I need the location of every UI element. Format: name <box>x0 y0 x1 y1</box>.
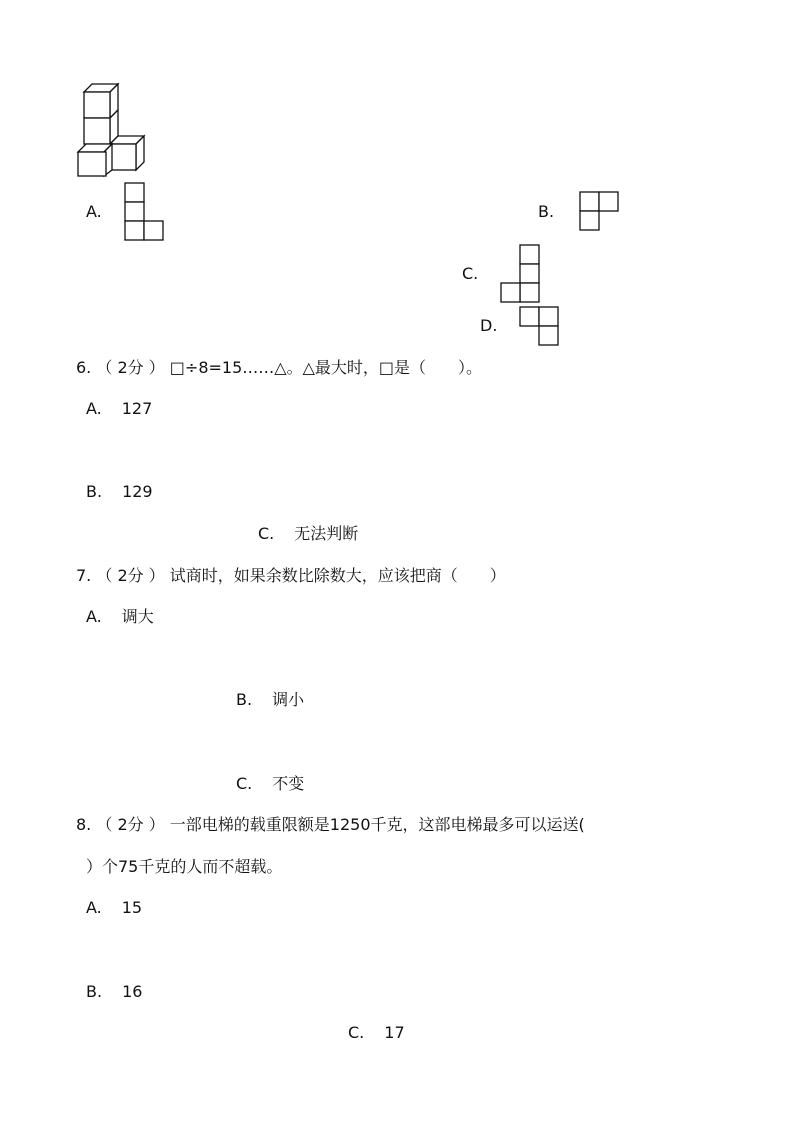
q5-option-c-shape[interactable] <box>500 244 542 310</box>
option-value: 127 <box>121 399 153 418</box>
q7-option-c[interactable] <box>236 774 304 794</box>
q6-question: 6. （ 2分 ） □÷8=15……△。△最大时，□是（ ）。 <box>76 358 482 377</box>
q5-option-a-shape[interactable] <box>124 182 166 248</box>
option-label: A. <box>86 898 102 917</box>
cube-stack-figure <box>76 82 150 182</box>
q8-question-line1: 8. （ 2分 ） 一部电梯的载重限额是1250千克，这部电梯最多可以运送( <box>76 815 585 834</box>
q8-question-line2: ）个75千克的人而不超载。 <box>86 857 283 876</box>
option-label: C. <box>258 524 275 543</box>
q5-option-a-label[interactable]: A. <box>86 202 102 221</box>
option-label: A. <box>86 399 102 418</box>
q7-question: 7. （ 2分 ） 试商时，如果余数比除数大，应该把商（ ） <box>76 566 506 585</box>
q7-option-b[interactable] <box>236 690 304 710</box>
option-value: 15 <box>121 898 143 917</box>
option-label: A. <box>86 607 102 626</box>
q8-option-b[interactable] <box>86 982 142 1002</box>
q6-option-c[interactable] <box>258 524 358 544</box>
q5-option-b-label[interactable]: B. <box>538 202 555 221</box>
q7-option-a[interactable] <box>86 607 154 627</box>
q5-option-d-label[interactable]: D. <box>480 316 498 335</box>
q5-option-c-label[interactable]: C. <box>462 264 479 283</box>
option-value: 129 <box>122 482 153 501</box>
q8-option-a[interactable] <box>86 898 142 918</box>
option-label: B. <box>86 982 103 1001</box>
option-value: 调大 <box>121 607 154 626</box>
q8-option-c[interactable] <box>348 1023 405 1043</box>
option-value: 16 <box>122 982 143 1001</box>
option-value: 调小 <box>272 690 305 709</box>
q6-option-b[interactable] <box>86 482 153 502</box>
option-label: B. <box>236 690 253 709</box>
q5-option-d-shape[interactable] <box>519 306 561 352</box>
option-label: C. <box>348 1023 365 1042</box>
q6-option-a[interactable] <box>86 399 152 419</box>
option-value: 17 <box>384 1023 405 1042</box>
option-label: C. <box>236 774 253 793</box>
option-label: B. <box>86 482 103 501</box>
option-value: 无法判断 <box>294 524 359 543</box>
option-value: 不变 <box>272 774 305 793</box>
q5-option-b-shape[interactable] <box>579 191 621 237</box>
